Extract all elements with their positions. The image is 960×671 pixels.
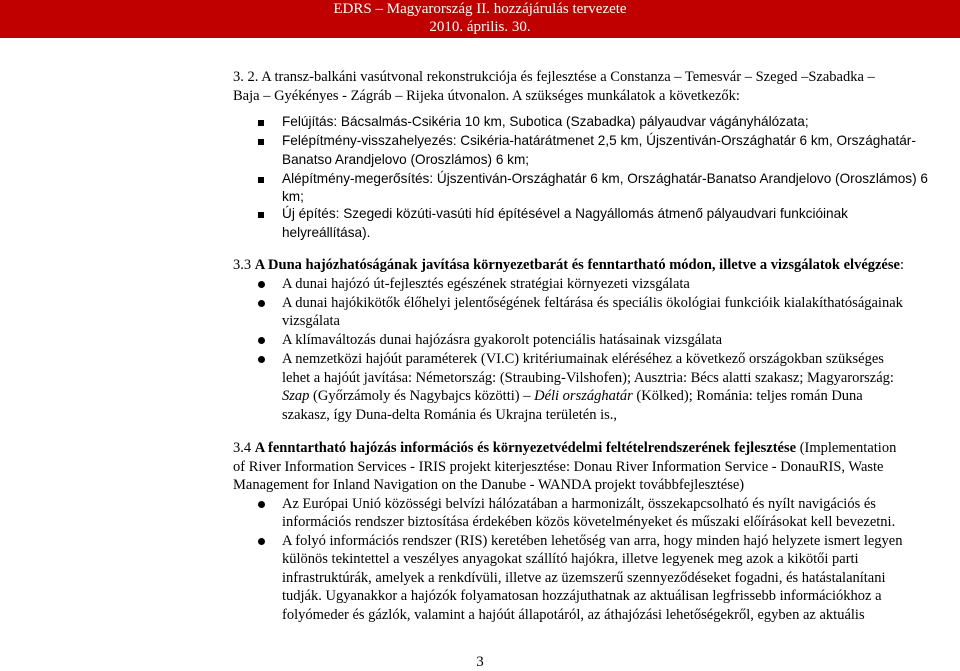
sec33-bullet-4-line2: lehet a hajóút javítása: Németország: (Straubing-Vilshofen); Ausztria: Bécs alatti szakasz; Magyarország: bbox=[282, 370, 894, 386]
header-date: 2010. április. 30. bbox=[429, 19, 531, 35]
sec32-item-2-cont: Banatso Arandjelovo (Oroszlámos) 6 km; bbox=[282, 152, 530, 167]
sec33-bullet-1: A dunai hajózó út-fejlesztés egészének stratégiai környezeti vizsgálata bbox=[282, 276, 690, 292]
bullet-dot-icon bbox=[258, 281, 265, 288]
bullet-square-icon bbox=[258, 177, 264, 183]
sec32-item-2: Felépítmény-visszahelyezés: Csikéria-határátmenet 2,5 km, Újszentiván-Országhatár 6 km, Országhatár- bbox=[282, 133, 916, 148]
sec32-item-1: Felújítás: Bácsalmás-Csikéria 10 km, Subotica (Szabadka) pályaudvar vágányhálózata; bbox=[282, 114, 809, 129]
bullet-square-icon bbox=[258, 139, 264, 145]
sec33-number: 3.3 bbox=[233, 257, 252, 273]
sec34-line2: of River Information Services - IRIS projekt kiterjesztése: Donau River Information Service - DonauRIS, Waste bbox=[233, 459, 884, 475]
sec34-title: A fenntartható hajózás információs és környezetvédelmi feltételrendszerének fejlesztése bbox=[254, 440, 797, 456]
place-szap: Szap bbox=[282, 388, 310, 404]
sec34-line3: Management for Inland Navigation on the Danube - WANDA projekt továbbfejlesztése) bbox=[233, 477, 745, 493]
sec32-item-3: Alépítmény-megerősítés: Újszentiván-Országhatár 6 km, Országhatár-Banatso Arandjelovo (Oroszlámos) 6 bbox=[282, 171, 928, 186]
sec33-bullet-2-cont: vizsgálata bbox=[282, 313, 340, 329]
sec34-heading bbox=[233, 440, 896, 457]
sec32-item-3-cont: km; bbox=[282, 189, 304, 204]
bullet-square-icon bbox=[258, 120, 264, 126]
sec33-bullet-4-line3 bbox=[282, 388, 863, 405]
header-title: EDRS – Magyarország II. hozzájárulás tervezete bbox=[333, 1, 627, 17]
sec34-bullet-2-line4: tudják. Ugyanakkor a hajózók folyamatosan hozzájuthatnak az aktuálisan legfrissebb információkhoz a bbox=[282, 588, 882, 604]
bullet-dot-icon bbox=[258, 300, 265, 307]
bullet-dot-icon bbox=[258, 538, 265, 545]
sec32-line1: 3. 2. A transz-balkáni vasútvonal rekonstrukciója és fejlesztése a Constanza – Temesvár – Szeged –Szabadka – bbox=[233, 69, 875, 85]
text-end: (Kölked); Románia: teljes román Duna bbox=[632, 388, 863, 404]
text-mid: (Győrzámoly és Nagybajcs közötti) – bbox=[309, 388, 535, 404]
sec33-title: A Duna hajózhatóságának javítása környezetbarát és fenntartható módon, illetve a vizsgálatok elvégzése bbox=[254, 257, 900, 273]
bullet-dot-icon bbox=[258, 337, 265, 344]
sec33-bullet-2: A dunai hajókikötők élőhelyi jelentőségének feltárása és speciális ökológiai funkcióik kialakíthatóságainak bbox=[282, 295, 903, 311]
bullet-dot-icon bbox=[258, 501, 265, 508]
bullet-dot-icon bbox=[258, 356, 265, 363]
sec34-bullet-2-line3: infrastruktúrák, amelyek a renkdívüli, illetve az üzemszerű szennyeződéseket fogadni, és hatástalanítani bbox=[282, 570, 886, 586]
sec33-bullet-3: A klímaváltozás dunai hajózásra gyakorolt potenciális hatásainak vizsgálata bbox=[282, 332, 723, 348]
document-header bbox=[0, 0, 960, 38]
sec34-title-rest: (Implementation bbox=[796, 440, 897, 456]
sec34-number: 3.4 bbox=[233, 440, 252, 456]
sec33-bullet-4: A nemzetközi hajóút paraméterek (VI.C) kritériumainak eléréséhez a következő országokban szükséges bbox=[282, 351, 884, 367]
sec34-bullet-1: Az Európai Unió közösségi belvízi hálózatában a harmonizált, összekapcsolható és nyílt navigációs és bbox=[282, 496, 876, 512]
sec33-bullet-4-line4: szakasz, így Duna-delta Románia és Ukrajna területén is., bbox=[282, 407, 617, 423]
place-deli-orszaghatar: Déli országhatár bbox=[534, 388, 633, 404]
sec34-bullet-2: A folyó információs rendszer (RIS) keretében lehetőség van arra, hogy minden hajó helyzete ismert legyen bbox=[282, 533, 903, 549]
sec32-item-4-cont: helyreállítása). bbox=[282, 225, 371, 240]
sec34-bullet-1-cont: információs rendszer biztosítása érdekében közös követelményeket és műszaki előírásokat kell bevezetni. bbox=[282, 514, 896, 530]
sec34-bullet-2-line5: folyómeder és gázlók, valamint a hajóút állapotáról, az áthajózási lehetőségekről, egyben az aktuális bbox=[282, 607, 865, 623]
page-number: 3 bbox=[476, 654, 484, 670]
sec33-heading bbox=[233, 257, 904, 274]
sec34-bullet-2-line2: különös tekintettel a veszélyes anyagokat szállító hajókra, illetve legyenek meg azok a kikötői parti bbox=[282, 551, 859, 567]
sec32-item-4: Új építés: Szegedi közúti-vasúti híd építésével a Nagyállomás átmenő pályaudvari funkcióinak bbox=[282, 206, 848, 221]
sec33-colon: : bbox=[899, 257, 904, 273]
bullet-square-icon bbox=[258, 212, 264, 218]
sec32-line2: Baja – Gyékényes - Zágráb – Rijeka útvonalon. A szükséges munkálatok a következők: bbox=[233, 88, 740, 104]
